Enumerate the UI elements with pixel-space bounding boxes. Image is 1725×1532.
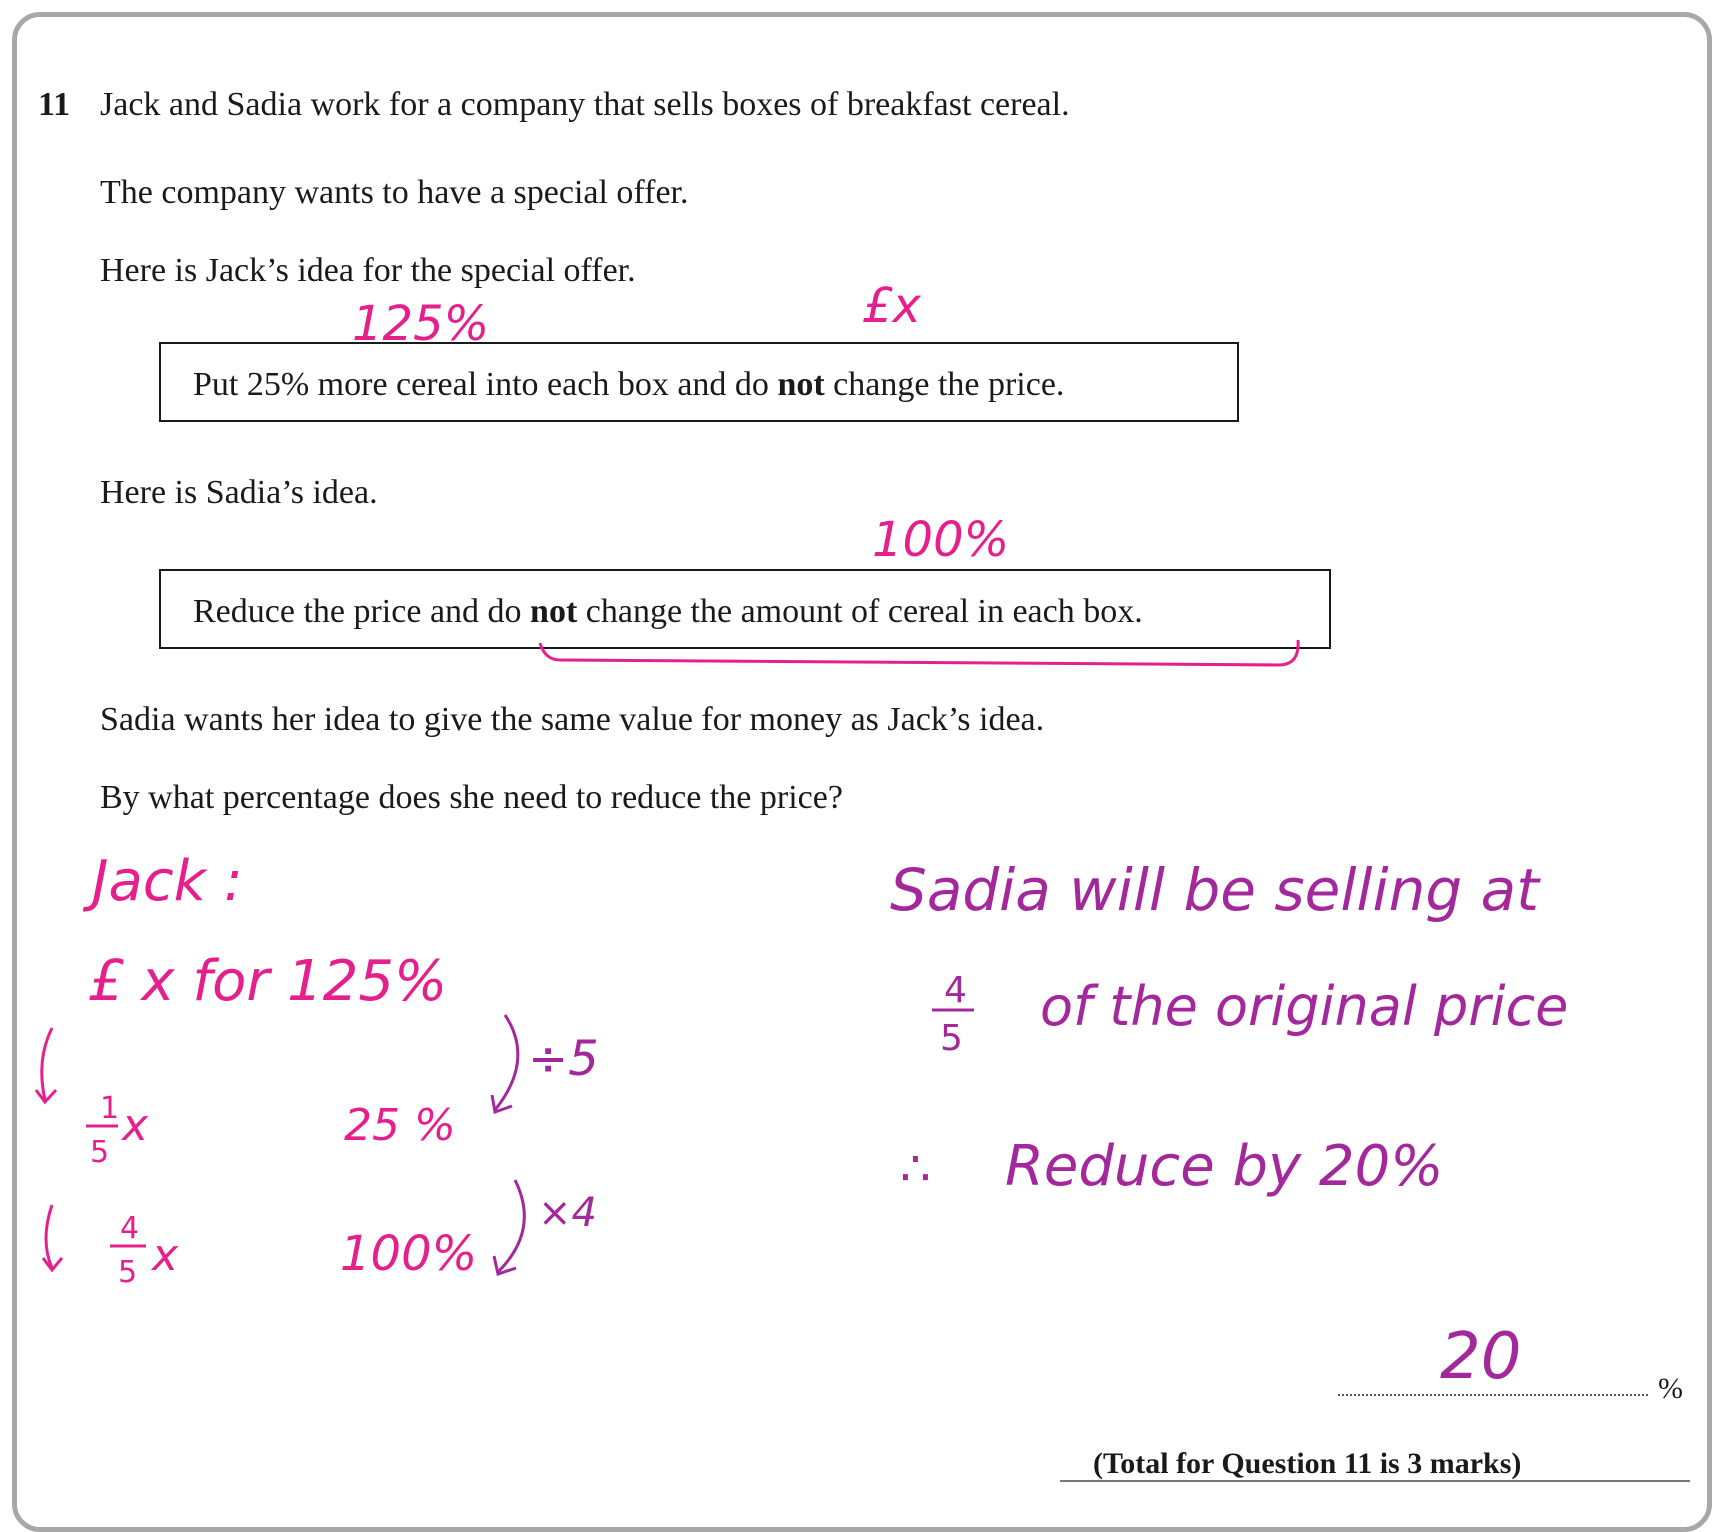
sadia-offer-bold: not <box>530 593 578 630</box>
jack-offer-box <box>159 342 1239 422</box>
jack-offer-bold: not <box>777 366 825 403</box>
sadia-offer-box <box>159 569 1331 649</box>
hw-row3-left: x <box>152 1230 179 1281</box>
question-line-1: Jack and Sadia work for a company that sells boxes of breakfast cereal. <box>100 86 1070 123</box>
hw-divide-five: ÷5 <box>528 1031 599 1087</box>
hw-sadia-frac-den: 5 <box>940 1018 963 1059</box>
jack-offer-text-a: Put 25% more cereal into each box and do <box>193 366 778 403</box>
hw-125-percent: 125% <box>352 296 490 352</box>
hw-row2-right: 25 % <box>344 1100 456 1151</box>
answer-dotted-line[interactable] <box>1338 1394 1648 1396</box>
hw-sadia-line2: of the original price <box>1040 975 1569 1038</box>
question-line-2: The company wants to have a special offer. <box>100 174 689 211</box>
total-marks: (Total for Question 11 is 3 marks) <box>1093 1447 1522 1480</box>
hw-100-percent-top: 100% <box>872 512 1010 568</box>
question-line-5: Sadia wants her idea to give the same value for money as Jack’s idea. <box>100 701 1045 738</box>
hw-sadia-line3: Reduce by 20% <box>1005 1134 1444 1199</box>
hw-frac1-num: 1 <box>100 1091 120 1126</box>
question-line-3: Here is Jack’s idea for the special offer. <box>100 252 636 289</box>
sadia-offer-text-b: change the amount of cereal in each box. <box>577 593 1143 630</box>
hw-sadia-frac-num: 4 <box>944 970 967 1011</box>
question-line-4: Here is Sadia’s idea. <box>100 474 378 511</box>
hw-jack-heading: Jack : <box>92 849 243 914</box>
sadia-offer-text-a: Reduce the price and do <box>193 593 531 630</box>
question-number: 11 <box>38 86 71 123</box>
hw-frac1-den: 5 <box>90 1135 110 1170</box>
page-frame <box>12 12 1712 1532</box>
hw-sadia-line1: Sadia will be selling at <box>890 856 1539 924</box>
hw-row2-left: x <box>122 1100 149 1151</box>
hw-pound-x: £x <box>862 278 921 334</box>
hw-frac2-num: 4 <box>120 1211 140 1246</box>
answer-percent-unit: % <box>1658 1372 1683 1405</box>
jack-offer-text-b: change the price. <box>824 366 1065 403</box>
total-rule <box>1060 1480 1690 1482</box>
hw-answer: 20 <box>1440 1320 1522 1394</box>
question-line-6: By what percentage does she need to reduce the price? <box>100 779 843 816</box>
hw-row3-right: 100% <box>340 1226 478 1282</box>
hw-multiply-four: ×4 <box>538 1190 597 1236</box>
hw-frac2-den: 5 <box>118 1255 138 1290</box>
hw-row1: £ x for 125% <box>88 949 448 1014</box>
hw-therefore: ∴ <box>900 1141 931 1197</box>
